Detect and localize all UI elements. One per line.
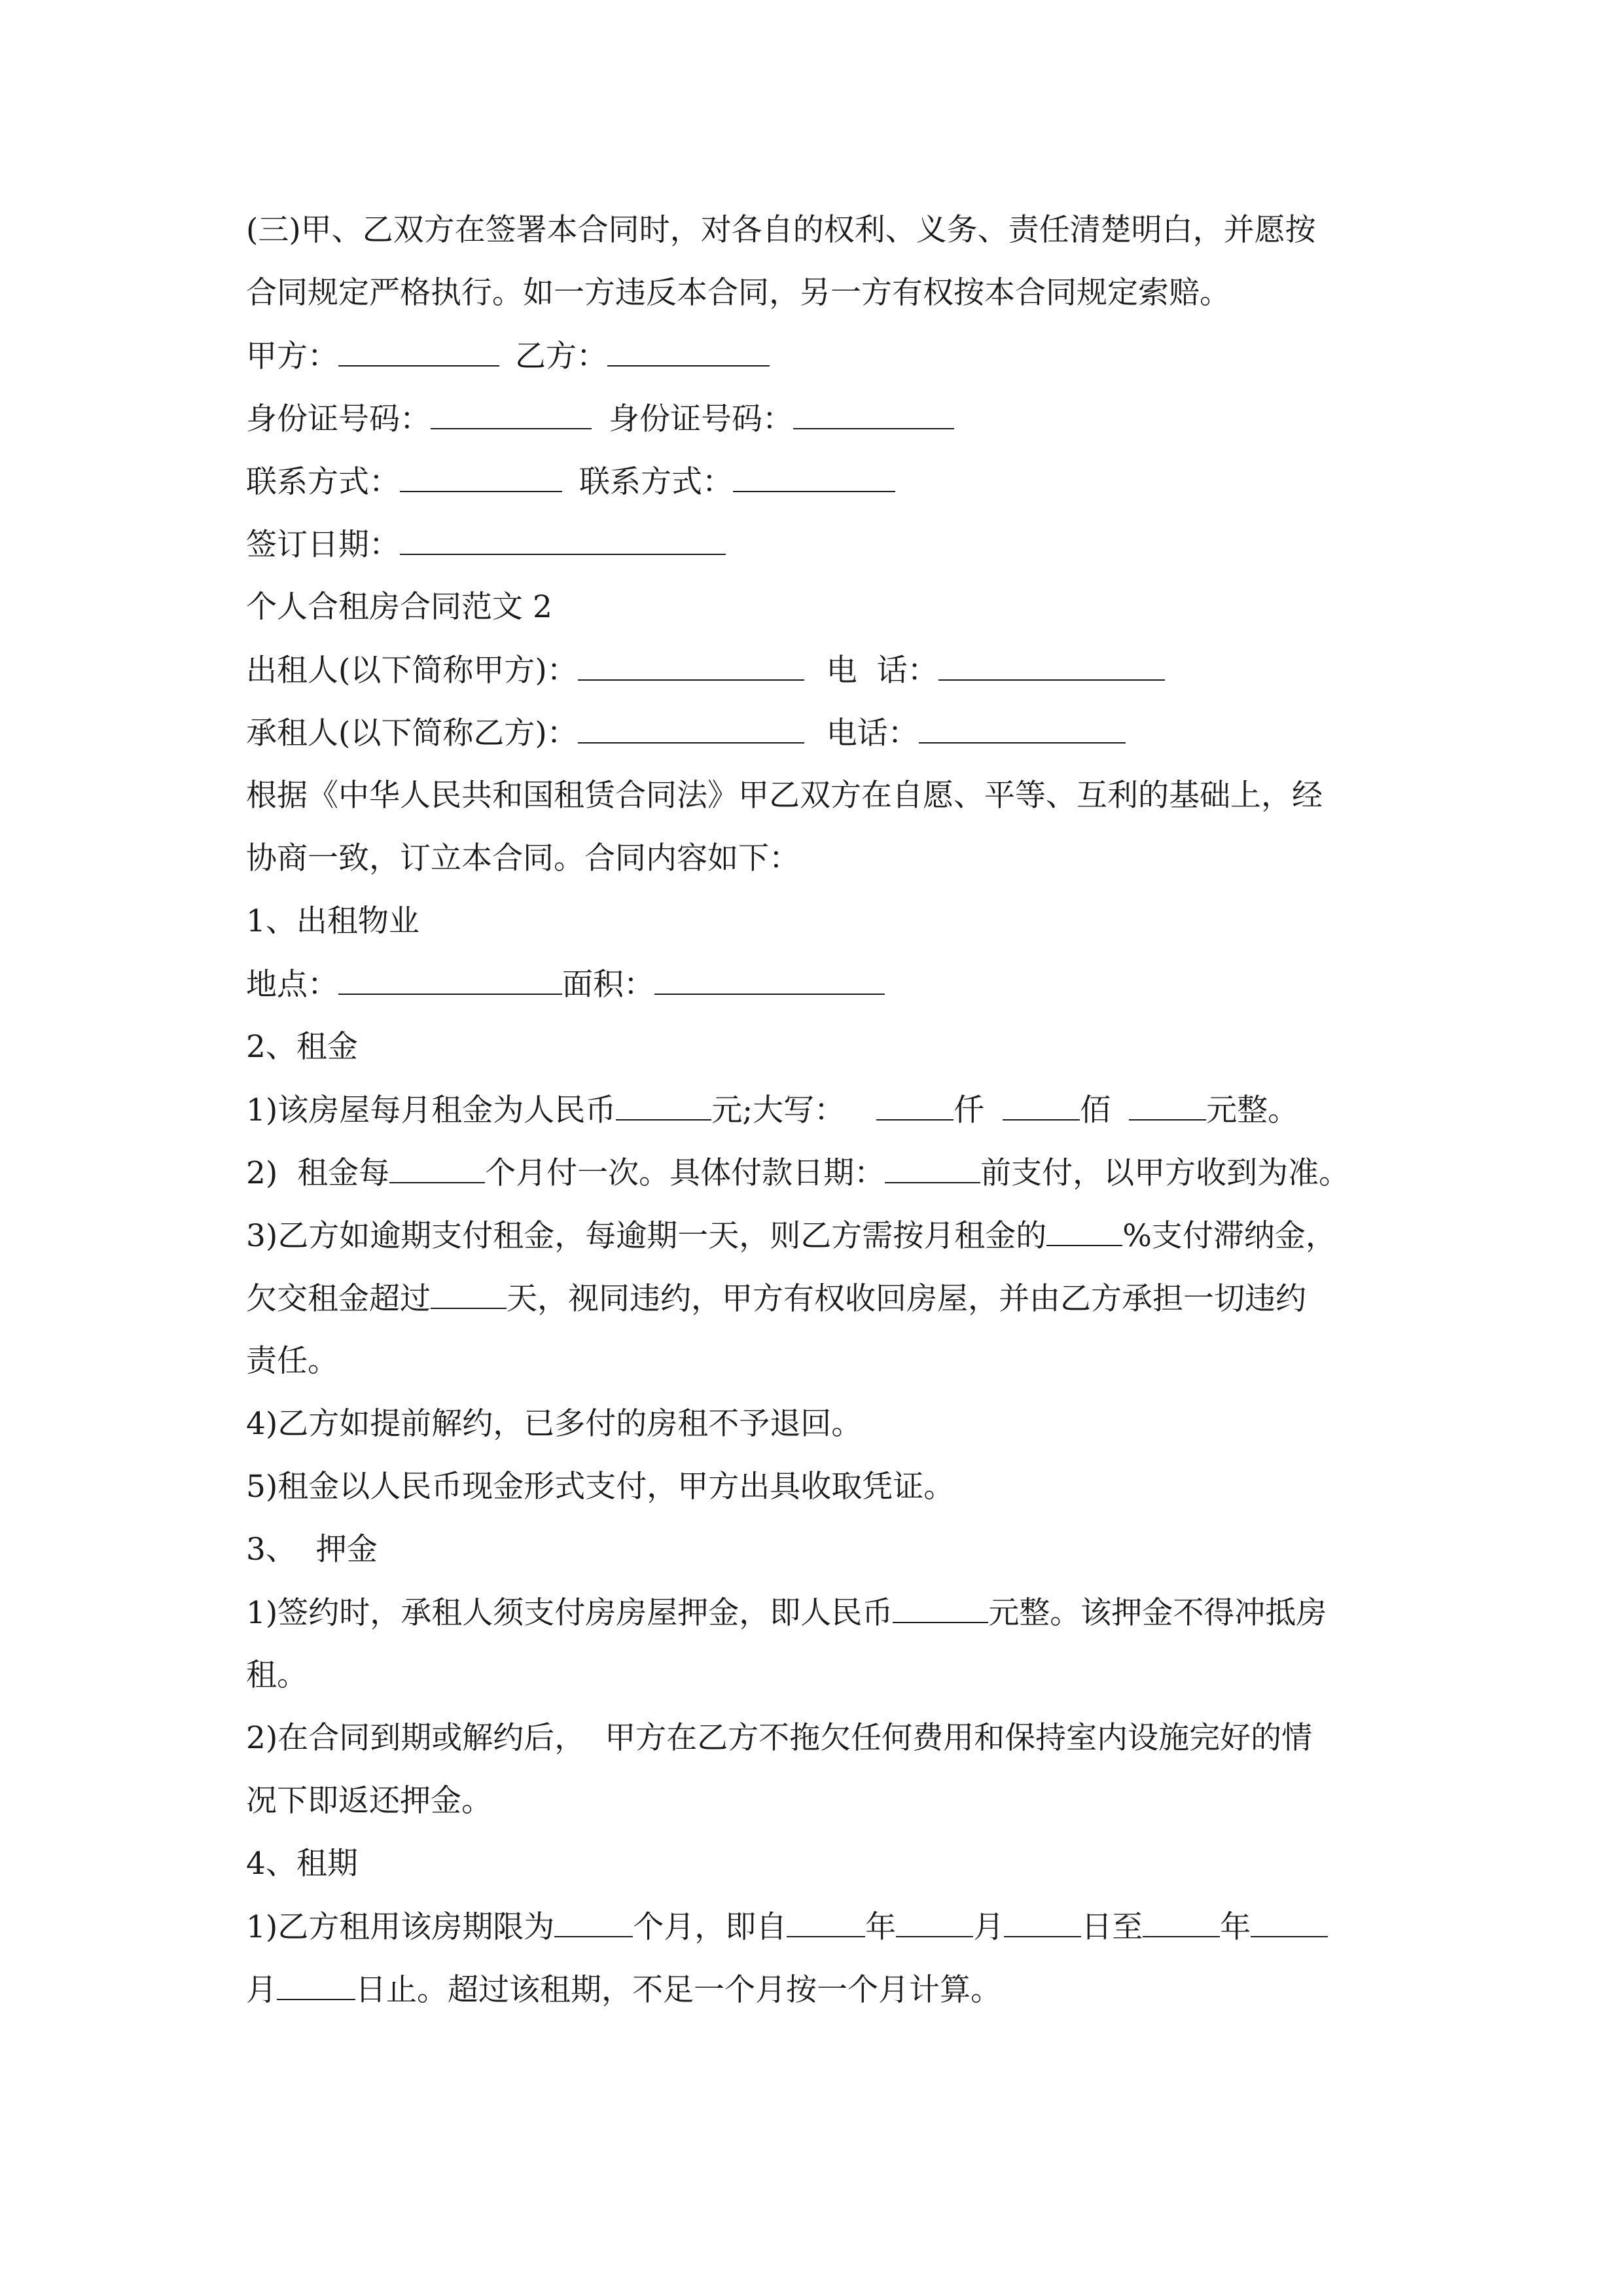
lessor-phone-label: 电 话：	[826, 653, 938, 689]
clause-3-line-1	[246, 211, 1316, 250]
contact-b-blank[interactable]	[733, 462, 895, 492]
rent-yuan-blank[interactable]	[1129, 1090, 1206, 1121]
rent-qian-blank[interactable]	[876, 1090, 954, 1121]
deposit-item-1-line-1	[246, 1593, 1327, 1632]
rent-item-1	[246, 1090, 1298, 1130]
term-end-month-blank[interactable]	[1251, 1907, 1328, 1937]
deposit-item-2-line-2	[246, 1782, 492, 1821]
rent-item-3-line-1	[246, 1216, 1336, 1255]
term-start-day-blank[interactable]	[1004, 1907, 1081, 1937]
deposit-2-text-b: 况下即返还押金。	[246, 1783, 492, 1819]
lessee-label: 承租人(以下简称乙方)：	[246, 715, 578, 751]
intro-line-2	[246, 839, 800, 878]
overdue-days-blank[interactable]	[431, 1279, 507, 1309]
term-month-label: 月	[973, 1909, 1005, 1945]
sign-date-label: 签订日期：	[246, 527, 400, 563]
heading-3-text: 3、 押金	[246, 1532, 378, 1568]
rent-bai-blank[interactable]	[1003, 1090, 1080, 1121]
term-months-blank[interactable]	[554, 1907, 633, 1937]
rent-item-5	[246, 1467, 954, 1507]
term-l2-rest: 日止。超过该租期，不足一个月按一个月计算。	[355, 1972, 1001, 2008]
rent-item-4	[246, 1405, 862, 1444]
rent-pay-date-blank[interactable]	[885, 1153, 980, 1183]
term-day-to-label: 日至	[1081, 1909, 1143, 1945]
deposit-1-text-c: 租。	[246, 1657, 308, 1693]
lessor-label: 出租人(以下简称甲方)：	[246, 653, 578, 689]
id-a-blank[interactable]	[431, 399, 592, 429]
term-l2-month-label: 月	[246, 1972, 277, 2008]
rent-item-2	[246, 1153, 1349, 1193]
rent-2-text-c: 前支付，以甲方收到为准。	[980, 1155, 1350, 1191]
clause-3-text-2: 合同规定严格执行。如一方违反本合同，另一方有权按本合同规定索赔。	[246, 275, 1230, 311]
rent-amount-blank[interactable]	[616, 1090, 711, 1121]
intro-text-2: 协商一致，订立本合同。合同内容如下：	[246, 840, 800, 876]
rent-3-text-a: 3)乙方如逾期支付租金，每逾期一天，则乙方需按月租金的	[246, 1218, 1047, 1254]
heading-1	[246, 902, 419, 941]
term-line-1	[246, 1907, 1328, 1946]
deposit-item-1-line-2	[246, 1656, 308, 1695]
rent-4-text: 4)乙方如提前解约，已多付的房租不予退回。	[246, 1406, 863, 1442]
term-end-year-blank[interactable]	[1143, 1907, 1220, 1937]
lessee-phone-label: 电话：	[826, 715, 919, 751]
section-title-text: 个人合租房合同范文 2	[246, 589, 552, 625]
contact-b-label: 联系方式：	[579, 464, 733, 500]
lessee-blank[interactable]	[578, 713, 804, 744]
deposit-1-text-b: 元整。该押金不得冲抵房	[988, 1595, 1327, 1631]
late-fee-blank[interactable]	[1046, 1216, 1122, 1246]
term-text-a: 1)乙方租用该房期限为	[246, 1909, 555, 1945]
contact-a-blank[interactable]	[400, 462, 562, 492]
deposit-amount-blank[interactable]	[893, 1593, 988, 1623]
id-b-label: 身份证号码：	[609, 401, 793, 437]
intro-line-1	[246, 776, 1323, 816]
party-a-label: 甲方：	[246, 338, 338, 374]
term-line-2	[246, 1970, 1001, 2009]
term-year-label: 年	[865, 1909, 897, 1945]
sign-date-line	[246, 525, 726, 564]
heading-4-text: 4、租期	[246, 1846, 358, 1882]
term-year2-label: 年	[1220, 1909, 1251, 1945]
heading-2	[246, 1028, 358, 1067]
location-blank[interactable]	[338, 965, 562, 995]
rent-item-3-line-3	[246, 1342, 338, 1381]
deposit-1-text-a: 1)签约时，承租人须支付房房屋押金，即人民币	[246, 1595, 893, 1631]
heading-1-text: 1、出租物业	[246, 903, 419, 939]
party-b-label: 乙方：	[515, 338, 607, 374]
area-label: 面积：	[562, 967, 654, 1003]
rent-3-text-e: 责任。	[246, 1343, 338, 1379]
id-a-label: 身份证号码：	[246, 401, 431, 437]
lessor-phone-blank[interactable]	[938, 651, 1165, 681]
rent-1-end: 元整。	[1206, 1092, 1299, 1128]
term-end-day-blank[interactable]	[277, 1970, 355, 2000]
lessor-line	[246, 651, 1165, 690]
intro-text-1: 根据《中华人民共和国租赁合同法》甲乙双方在自愿、平等、互利的基础上，经	[246, 778, 1323, 814]
area-blank[interactable]	[654, 965, 885, 995]
clause-3-line-2	[246, 274, 1230, 313]
rent-3-text-b: %支付滞纳金，	[1122, 1218, 1336, 1254]
contact-a-label: 联系方式：	[246, 464, 400, 500]
lessee-phone-blank[interactable]	[919, 713, 1126, 744]
party-a-blank[interactable]	[338, 336, 499, 367]
section-title	[246, 588, 552, 627]
heading-4	[246, 1844, 358, 1884]
clause-3-text-1: (三)甲、乙双方在签署本合同时，对各自的权利、义务、责任清楚明白，并愿按	[246, 212, 1316, 248]
location-label: 地点：	[246, 967, 338, 1003]
deposit-item-2-line-1	[246, 1719, 1312, 1758]
rent-3-text-d: 天，视同违约，甲方有权收回房屋，并由乙方承担一切违约	[507, 1281, 1306, 1317]
contact-line	[246, 462, 895, 501]
rent-2-text-a: 2) 租金每	[246, 1155, 390, 1191]
rent-1-text-a: 1)该房屋每月租金为人民币	[246, 1092, 616, 1128]
deposit-2-text-a: 2)在合同到期或解约后， 甲方在乙方不拖欠任何费用和保持室内设施完好的情	[246, 1720, 1313, 1756]
id-line	[246, 399, 954, 439]
rent-1-bai: 佰	[1080, 1092, 1111, 1128]
party-b-blank[interactable]	[607, 336, 770, 367]
lessor-blank[interactable]	[578, 651, 804, 681]
rent-item-3-line-2	[246, 1279, 1306, 1318]
location-line	[246, 965, 885, 1004]
rent-5-text: 5)租金以人民币现金形式支付，甲方出具收取凭证。	[246, 1469, 955, 1505]
lessee-line	[246, 713, 1126, 753]
party-line	[246, 336, 770, 376]
sign-date-blank[interactable]	[400, 525, 726, 555]
term-start-month-blank[interactable]	[896, 1907, 973, 1937]
rent-1-text-b: 元;大写：	[711, 1092, 846, 1128]
rent-3-text-c: 欠交租金超过	[246, 1281, 431, 1317]
rent-2-text-b: 个月付一次。具体付款日期：	[485, 1155, 885, 1191]
id-b-blank[interactable]	[793, 399, 954, 429]
rent-1-qian: 仟	[954, 1092, 985, 1128]
term-text-b: 个月，即自	[633, 1909, 787, 1945]
heading-2-text: 2、租金	[246, 1029, 358, 1065]
term-start-year-blank[interactable]	[787, 1907, 865, 1937]
rent-months-blank[interactable]	[389, 1153, 485, 1183]
heading-3	[246, 1530, 378, 1570]
